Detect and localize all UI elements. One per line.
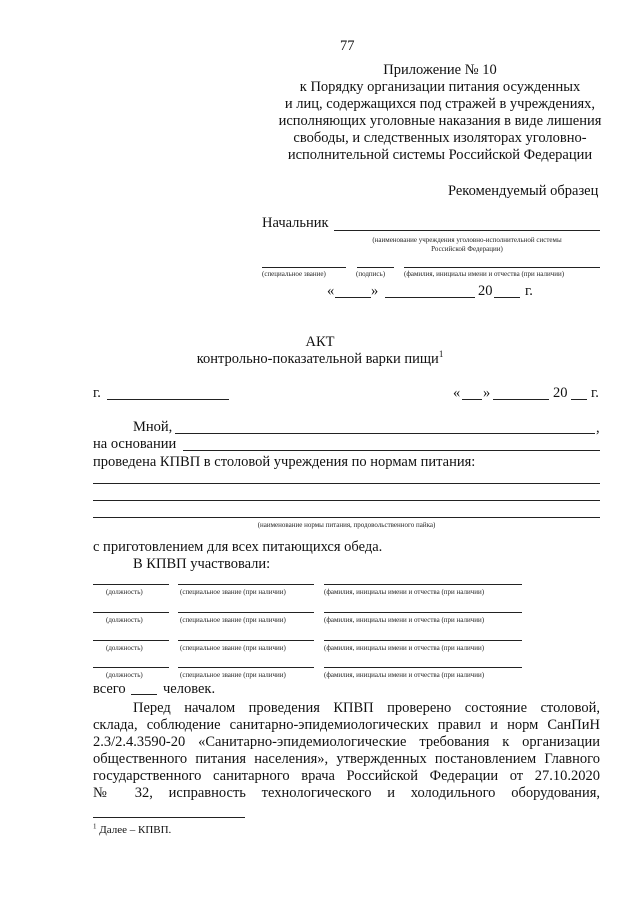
month-line xyxy=(493,399,549,400)
paragraph-line: общественного питания населения», утвержденных постановлением Главного xyxy=(93,751,600,767)
norm-line-1 xyxy=(93,483,600,484)
basis-label: на основании xyxy=(93,436,177,452)
act-title: АКТ xyxy=(305,334,335,350)
act-subtitle: контрольно-показательной варки пищи xyxy=(196,351,439,367)
signature-caption: (подпись) xyxy=(356,270,386,278)
name-line xyxy=(324,667,522,668)
position-caption: (должность) xyxy=(106,616,143,624)
name-caption: (фамилия, инициалы имени и отчества (при наличии) xyxy=(324,588,485,596)
position-line xyxy=(93,612,169,613)
participated-text: В КПВП участвовали: xyxy=(133,556,271,572)
paragraph-line: 2.3/2.4.3590-20 «Санитарно-эпидемиологические требования к организации xyxy=(93,734,600,750)
by-me-line xyxy=(175,433,595,434)
by-me-comma: , xyxy=(596,420,600,436)
norm-line-3 xyxy=(93,517,600,518)
day-line xyxy=(462,399,482,400)
institution-line xyxy=(334,230,600,231)
institution-caption: (наименование учреждения уголовно-исполнительной системы xyxy=(372,236,562,244)
position-line xyxy=(93,640,169,641)
name-line xyxy=(324,640,522,641)
paragraph-line: Перед началом проведения КПВП проверено состояние столовой, xyxy=(133,700,600,716)
total-suffix: человек. xyxy=(163,681,216,697)
name-caption: (фамилия, инициалы имени и отчества (при наличии) xyxy=(324,616,485,624)
month-line xyxy=(385,297,475,298)
footnote-text: Далее – КПВП. xyxy=(99,824,172,836)
year-line xyxy=(571,399,587,400)
footnote-separator xyxy=(93,817,245,818)
appendix-line: исполнительной системы Российской Федерации xyxy=(287,147,593,163)
norm-line-2 xyxy=(93,500,600,501)
basis-line xyxy=(183,450,600,451)
rank-caption: (специальное звание (при наличии) xyxy=(180,644,286,652)
prepared-text: с приготовлением для всех питающихся обеда. xyxy=(93,539,383,555)
name-line xyxy=(324,612,522,613)
appendix-title: Приложение № 10 xyxy=(383,62,497,78)
year-prefix: 20 xyxy=(553,385,568,401)
institution-caption: Российской Федерации) xyxy=(431,245,503,253)
signature-line xyxy=(357,267,394,268)
appendix-line: и лиц, содержащихся под стражей в учреждениях, xyxy=(284,96,596,112)
position-line xyxy=(93,667,169,668)
rank-caption: (специальное звание (при наличии) xyxy=(180,588,286,596)
rank-line xyxy=(178,584,314,585)
rank-line xyxy=(178,667,314,668)
rank-caption: (специальное звание (при наличии) xyxy=(180,616,286,624)
name-caption: (фамилия, инициалы имени и отчества (при наличии) xyxy=(324,644,485,652)
rank-line xyxy=(178,612,314,613)
by-me-label: Мной, xyxy=(133,419,173,435)
paragraph-line: склада, соблюдение санитарно-эпидемиологических правил и норм СанПиН xyxy=(93,717,600,733)
rank-caption: (специальное звание) xyxy=(262,270,326,278)
appendix-line: исполняющих уголовные наказания в виде лишения xyxy=(278,113,602,129)
appendix-line: к Порядку организации питания осужденных xyxy=(299,79,581,95)
position-line xyxy=(93,584,169,585)
name-caption: (фамилия, инициалы имени и отчества (при наличии) xyxy=(404,270,565,278)
total-prefix: всего xyxy=(93,681,126,697)
name-caption: (фамилия, инициалы имени и отчества (при наличии) xyxy=(324,671,485,679)
year-suffix: г. xyxy=(525,283,533,299)
rank-line xyxy=(178,640,314,641)
rank-caption: (специальное звание (при наличии) xyxy=(180,671,286,679)
appendix-line: свободы, и следственных изоляторах уголовно- xyxy=(293,130,587,146)
page-number: 77 xyxy=(340,38,355,54)
year-prefix: 20 xyxy=(478,283,493,299)
position-caption: (должность) xyxy=(106,671,143,679)
position-caption: (должность) xyxy=(106,588,143,596)
act-subtitle-wrap xyxy=(0,351,640,368)
date-open-quote: « xyxy=(453,385,461,401)
date-close-quote: » xyxy=(483,385,491,401)
recommended-sample: Рекомендуемый образец xyxy=(448,183,599,199)
footnote xyxy=(93,824,171,837)
year-suffix: г. xyxy=(591,385,599,401)
total-line xyxy=(131,694,157,695)
conducted-text: проведена КПВП в столовой учреждения по нормам питания: xyxy=(93,454,476,470)
rank-line xyxy=(262,267,346,268)
year-line xyxy=(494,297,520,298)
footnote-mark: 1 xyxy=(93,822,97,831)
footnote-mark: 1 xyxy=(438,349,444,360)
paragraph-line: государственного санитарного врача Российской Федерации от 27.10.2020 xyxy=(93,768,600,784)
date-open-quote: « xyxy=(327,283,335,299)
name-line xyxy=(324,584,522,585)
city-line xyxy=(107,399,229,400)
norm-caption: (наименование нормы питания, продовольственного пайка) xyxy=(257,521,436,529)
date-close-quote: » xyxy=(371,283,379,299)
paragraph-line: № 32, исправность технологического и холодильного оборудования, xyxy=(93,785,600,801)
name-line xyxy=(404,267,600,268)
city-prefix: г. xyxy=(93,385,101,401)
head-label: Начальник xyxy=(262,215,329,231)
position-caption: (должность) xyxy=(106,644,143,652)
day-line xyxy=(335,297,371,298)
